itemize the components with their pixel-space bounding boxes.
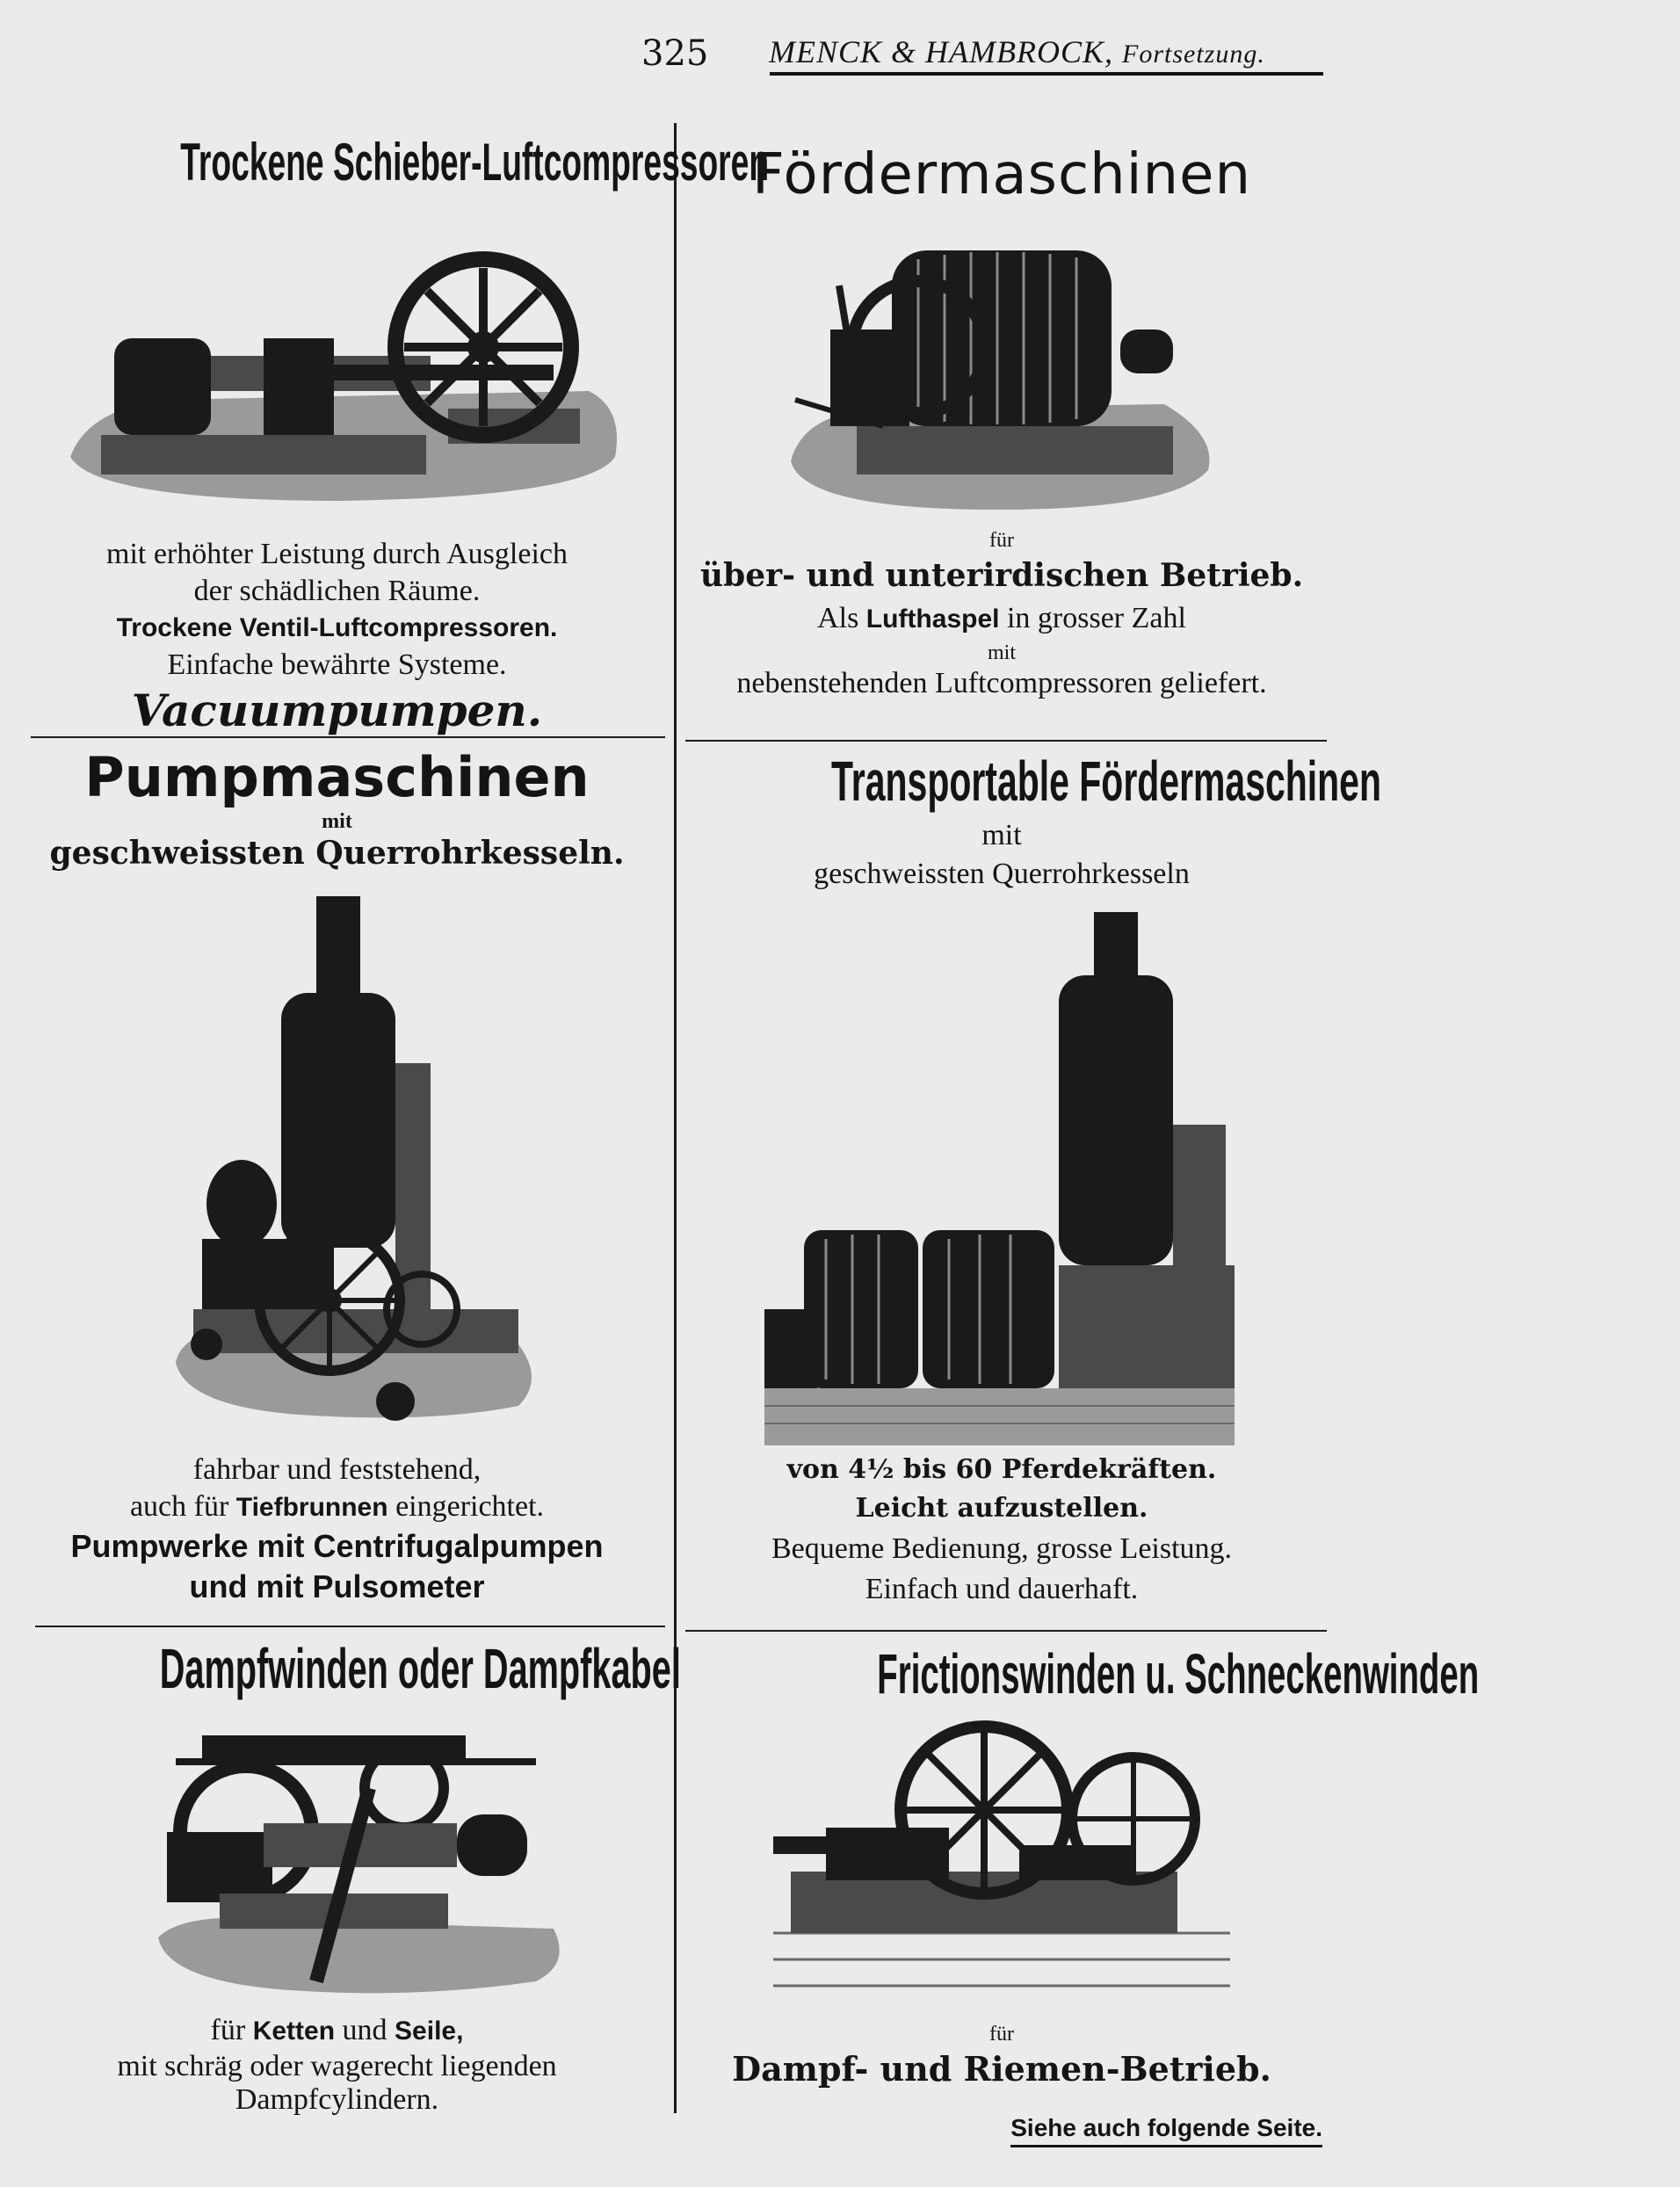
running-header: [769, 33, 1265, 70]
friction-text: [677, 2021, 1327, 2091]
compressors-title: Trockene Schieber-Luftcompressoren: [180, 133, 770, 192]
ketten-term: Ketten: [252, 2017, 336, 2046]
compressors-line2: der schädlichen Räume.: [193, 575, 481, 607]
friction-section: [677, 1641, 1480, 1706]
friction-line2: Dampf- und Riemen-Betrieb.: [732, 2049, 1271, 2089]
column-divider: [674, 123, 677, 2113]
hoisting-line2: über- und unterirdischen Betrieb.: [699, 557, 1304, 594]
pumps-line3: Pumpwerke mit Centrifugalpumpen: [70, 1528, 604, 1564]
pumps-sub1: mit: [322, 810, 352, 833]
portable-line4: Einfach und dauerhaft.: [865, 1573, 1139, 1605]
hoisting-line5: nebenstehenden Luftcompressoren geliefert.: [736, 667, 1267, 699]
see-next-page: Siehe auch folgende Seite.: [1010, 2113, 1322, 2147]
compressors-line5: Vacuumpumpen.: [131, 684, 543, 736]
pumps-line2: auch für Tiefbrunnen eingerichtet.: [129, 1490, 545, 1523]
compressors-section: [0, 132, 770, 192]
compressors-text: [0, 536, 674, 738]
portable-sub2: geschweissten Querrohrkesseln: [814, 858, 1190, 890]
hoisting-line3: Als Lufthaspel in grosser Zahl: [817, 602, 1186, 634]
portable-subtitle: [677, 817, 1327, 894]
steamwinch-title: Dampfwinden oder Dampfkabel: [159, 1637, 681, 1700]
hoisting-text: [677, 527, 1327, 702]
pumps-section: [0, 745, 674, 873]
steamwinch-line1: für Ketten und Seile,: [210, 2014, 464, 2046]
pumps-title: Pumpmaschinen: [84, 745, 590, 809]
footer-note: [936, 2113, 1322, 2147]
air-compressor-illustration: [62, 233, 633, 514]
portable-hoist-illustration: [760, 905, 1235, 1450]
portable-title: Transportable Fördermaschinen: [831, 750, 1381, 813]
friction-winch-illustration: [773, 1713, 1230, 2003]
page-number: 325: [641, 33, 709, 74]
pumps-line1: fahrbar und feststehend,: [192, 1453, 482, 1486]
running-title: MENCK & HAMBROCK,: [769, 34, 1113, 69]
compressors-line4: Einfache bewährte Systeme.: [167, 648, 507, 681]
hoisting-machine-illustration: [786, 233, 1217, 514]
pumps-line4: und mit Pulsometer: [189, 1568, 485, 1604]
section-rule: [685, 1630, 1327, 1632]
section-rule: [35, 1626, 665, 1627]
portable-section: [677, 749, 1381, 814]
hoisting-line4: mit: [987, 641, 1016, 664]
steamwinch-text: [0, 2012, 674, 2117]
tiefbrunnen-term: Tiefbrunnen: [235, 1493, 388, 1522]
pumps-sub2: geschweissten Querrohrkesseln.: [49, 835, 625, 872]
hoisting-line1: für: [989, 529, 1014, 552]
friction-title: Frictionswinden u. Schneckenwinden: [877, 1642, 1480, 1705]
lufthaspel-term: Lufthaspel: [865, 605, 1000, 634]
portable-text: [677, 1452, 1327, 1610]
steamwinch-section: [0, 1636, 681, 1701]
steam-winch-illustration: [149, 1718, 571, 1999]
running-subtitle: Fortsetzung.: [1122, 40, 1265, 69]
pumps-text: [0, 1452, 674, 1607]
steamwinch-line3: Dampfcylindern.: [235, 2083, 439, 2116]
pump-machine-illustration: [167, 887, 545, 1432]
portable-line1: von 4½ bis 60 Pferdekräften.: [786, 1454, 1217, 1485]
header-rule: [770, 72, 1323, 76]
compressors-line1: mit erhöhter Leistung durch Ausgleich: [106, 538, 568, 570]
portable-sub1: mit: [981, 819, 1022, 851]
section-rule: [685, 740, 1327, 742]
friction-line1: für: [989, 2023, 1014, 2046]
steamwinch-line2: mit schräg oder wagerecht liegenden: [117, 2050, 557, 2082]
hoisting-section: [677, 142, 1327, 207]
portable-line2: Leicht aufzustellen.: [855, 1493, 1148, 1524]
portable-line3: Bequeme Bedienung, grosse Leistung.: [771, 1532, 1233, 1565]
seile-term: Seile,: [395, 2017, 464, 2046]
compressors-line3: Trockene Ventil-Luftcompressoren.: [116, 613, 558, 642]
hoisting-title: Fördermaschinen: [752, 142, 1251, 207]
